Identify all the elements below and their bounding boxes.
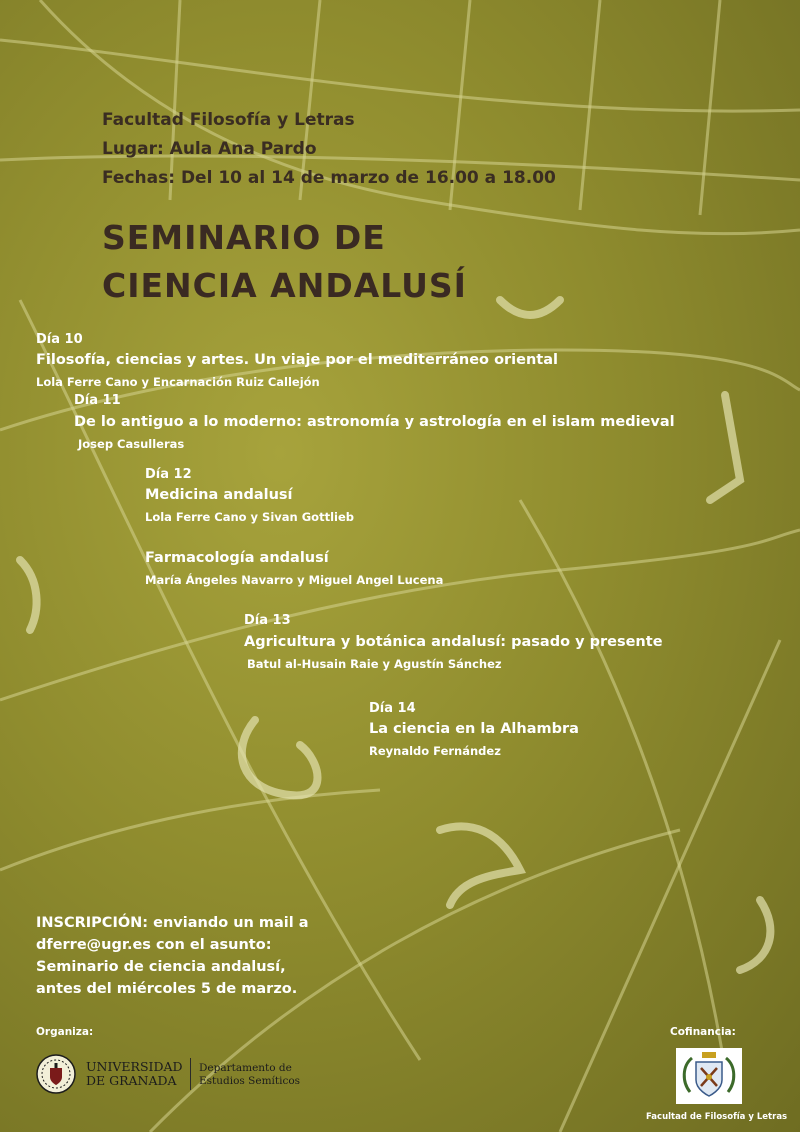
ugr-logo-text [86, 1060, 183, 1088]
day-14-speakers: Reynaldo Fernández [369, 744, 501, 758]
day-13-speakers: Batul al-Husain Raie y Agustín Sánchez [247, 657, 502, 671]
ugr-seal-icon [36, 1054, 76, 1094]
faculty-logo [676, 1048, 742, 1104]
registration-line-4: antes del miércoles 5 de marzo. [36, 981, 298, 997]
day-11-speakers: Josep Casulleras [78, 437, 185, 451]
organiza-label: Organiza: [36, 1026, 94, 1038]
registration-email-line: dferre@ugr.es con el asunto: [36, 937, 272, 953]
day-10-talk: Filosofía, ciencias y artes. Un viaje por el mediterráneo oriental [36, 352, 558, 368]
day-13-talk: Agricultura y botánica andalusí: pasado y presente [244, 634, 663, 650]
logo-divider [190, 1058, 191, 1090]
day-13-label: Día 13 [244, 613, 291, 628]
ugr-name-line-1: UNIVERSIDAD [86, 1059, 183, 1074]
dates-heading: Fechas: Del 10 al 14 de marzo de 16.00 a 18.00 [102, 168, 556, 188]
faculty-heading: Facultad Filosofía y Letras [102, 110, 355, 130]
day-10-speakers: Lola Ferre Cano y Encarnación Ruiz Callejón [36, 375, 320, 389]
day-12-talk-2: Farmacología andalusí [145, 550, 329, 566]
registration-line-3: Seminario de ciencia andalusí, [36, 959, 286, 975]
ugr-name-line-2: DE GRANADA [86, 1073, 177, 1088]
department-line-2: Estudios Semíticos [199, 1075, 301, 1087]
day-14-talk: La ciencia en la Alhambra [369, 721, 579, 737]
day-12-label: Día 12 [145, 467, 192, 482]
department-logo-text [199, 1062, 300, 1088]
title-line-1: SEMINARIO DE [102, 218, 386, 257]
day-11-label: Día 11 [74, 393, 121, 408]
day-12-speakers-2: María Ángeles Navarro y Miguel Angel Lucena [145, 573, 444, 587]
day-10-label: Día 10 [36, 332, 83, 347]
day-14-label: Día 14 [369, 701, 416, 716]
faculty-logo-caption: Facultad de Filosofía y Letras [646, 1112, 788, 1122]
faculty-crest-icon [676, 1048, 742, 1104]
day-12-talk-1: Medicina andalusí [145, 487, 293, 503]
department-line-1: Departamento de [199, 1062, 292, 1074]
cofinancia-label: Cofinancia: [670, 1026, 736, 1038]
registration-line-1: INSCRIPCIÓN: enviando un mail a [36, 915, 309, 931]
day-12-speakers-1: Lola Ferre Cano y Sivan Gottlieb [145, 510, 354, 524]
venue-heading: Lugar: Aula Ana Pardo [102, 139, 317, 159]
title-line-2: CIENCIA ANDALUSÍ [102, 266, 467, 305]
day-11-talk: De lo antiguo a lo moderno: astronomía y astrología en el islam medieval [74, 414, 675, 430]
